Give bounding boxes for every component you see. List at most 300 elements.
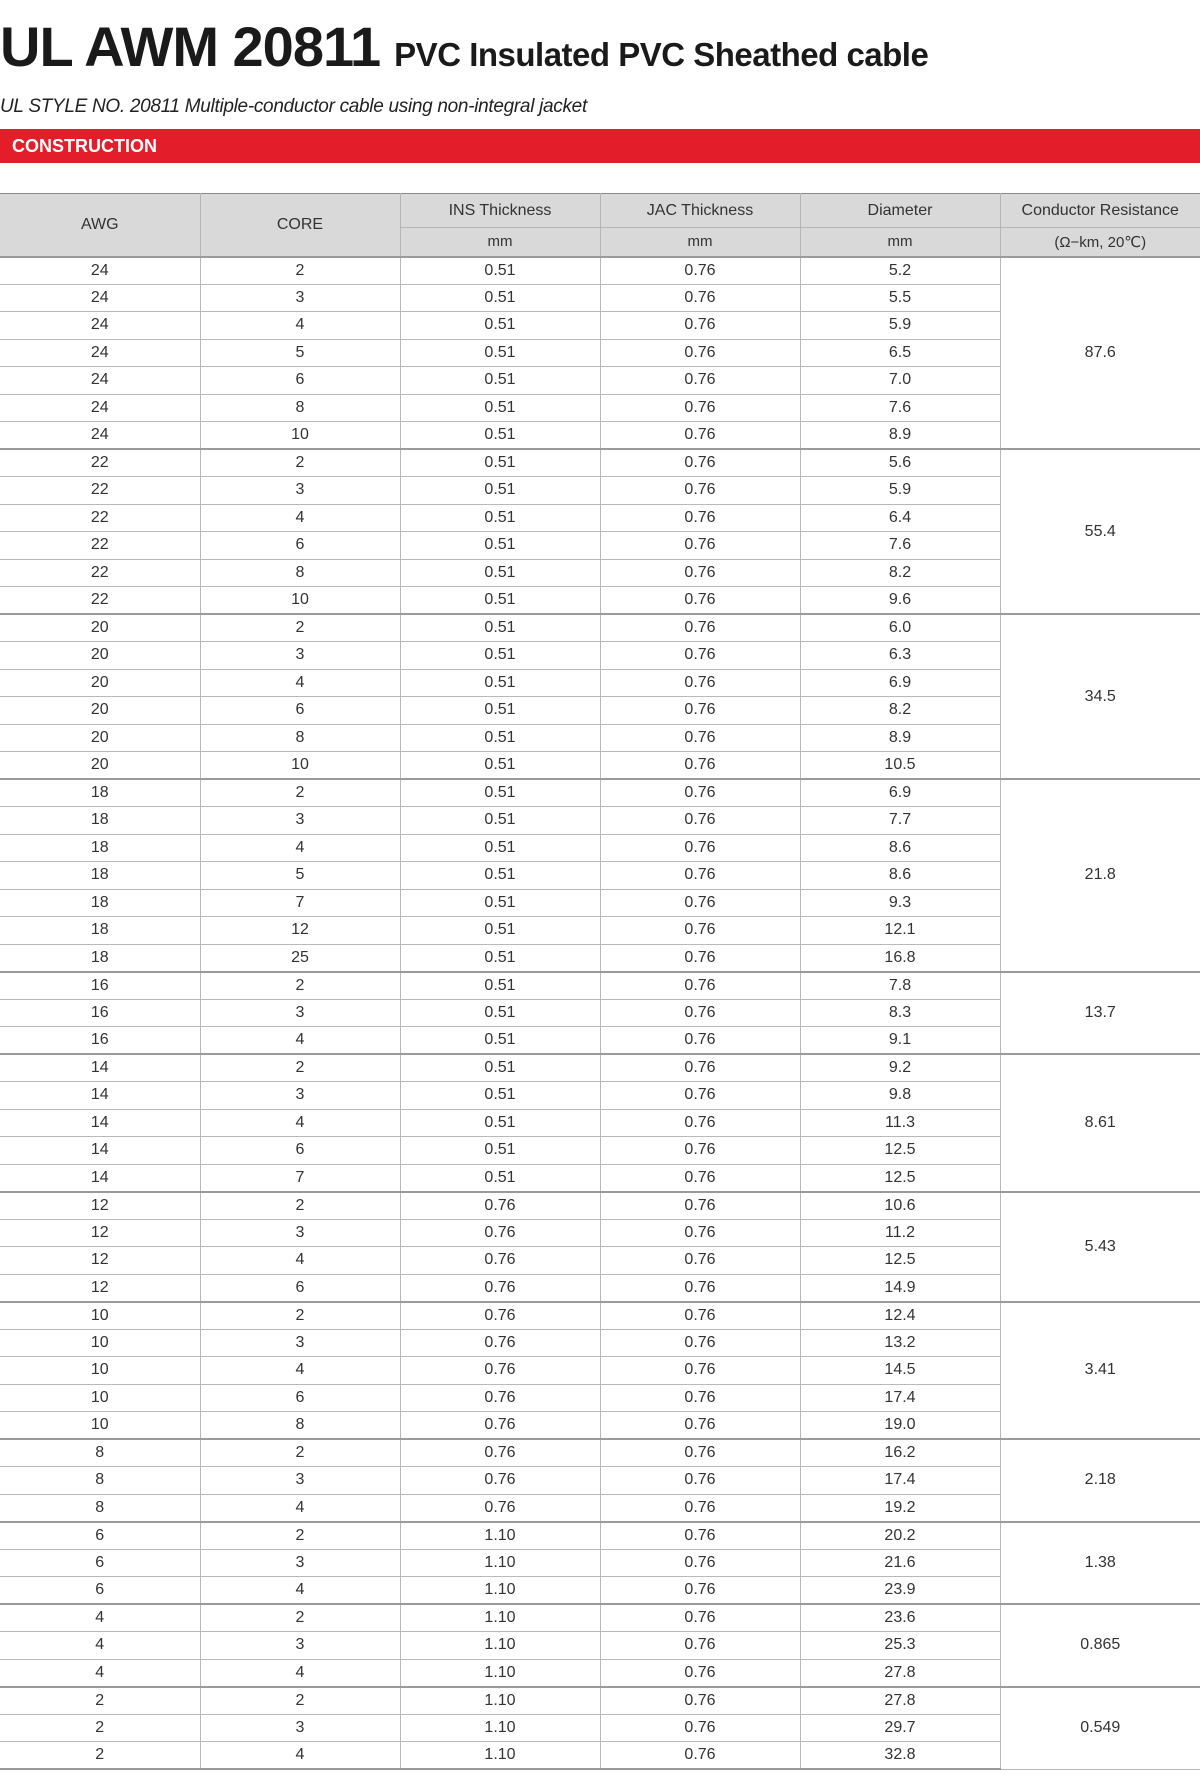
section-header-bar (0, 129, 1200, 163)
diameter-cell: 8.9 (800, 724, 1000, 752)
diameter-cell: 9.2 (800, 1054, 1000, 1082)
awg-cell: 22 (0, 504, 200, 532)
core-cell: 4 (200, 1494, 400, 1522)
core-cell: 4 (200, 669, 400, 697)
jac-thickness-cell: 0.76 (600, 669, 800, 697)
core-cell: 2 (200, 449, 400, 477)
awg-cell: 10 (0, 1357, 200, 1385)
core-cell: 6 (200, 367, 400, 395)
jac-thickness-cell: 0.76 (600, 944, 800, 972)
ins-thickness-cell: 0.51 (400, 1109, 600, 1137)
table-row (0, 1604, 1200, 1632)
title-row (0, 14, 928, 84)
core-cell: 4 (200, 1742, 400, 1770)
awg-cell: 18 (0, 807, 200, 835)
ins-thickness-cell: 0.51 (400, 477, 600, 505)
awg-cell: 24 (0, 422, 200, 450)
diameter-cell: 10.5 (800, 752, 1000, 780)
ins-thickness-cell: 0.76 (400, 1384, 600, 1412)
diameter-cell: 29.7 (800, 1714, 1000, 1742)
jac-thickness-cell: 0.76 (600, 1274, 800, 1302)
ins-thickness-cell: 0.51 (400, 752, 600, 780)
col-header-ins-thickness: INS Thickness (400, 194, 600, 228)
awg-cell: 20 (0, 752, 200, 780)
diameter-cell: 23.9 (800, 1577, 1000, 1605)
conductor-resistance-cell: 8.61 (1000, 1054, 1200, 1192)
conductor-resistance-cell: 1.38 (1000, 1522, 1200, 1605)
diameter-cell: 8.6 (800, 862, 1000, 890)
core-cell: 3 (200, 1219, 400, 1247)
table-row (0, 449, 1200, 477)
ins-thickness-cell: 0.76 (400, 1219, 600, 1247)
ins-thickness-cell: 0.51 (400, 779, 600, 807)
diameter-cell: 27.8 (800, 1659, 1000, 1687)
awg-cell: 12 (0, 1192, 200, 1220)
core-cell: 2 (200, 1302, 400, 1330)
awg-cell: 22 (0, 477, 200, 505)
diameter-cell: 12.1 (800, 917, 1000, 945)
awg-cell: 10 (0, 1412, 200, 1440)
diameter-cell: 6.3 (800, 642, 1000, 670)
ins-thickness-cell: 0.51 (400, 862, 600, 890)
core-cell: 4 (200, 1027, 400, 1055)
jac-thickness-cell: 0.76 (600, 1164, 800, 1192)
core-cell: 3 (200, 1467, 400, 1495)
ins-thickness-cell: 1.10 (400, 1714, 600, 1742)
diameter-cell: 25.3 (800, 1632, 1000, 1660)
ins-thickness-cell: 0.51 (400, 257, 600, 285)
awg-cell: 18 (0, 834, 200, 862)
jac-thickness-cell: 0.76 (600, 972, 800, 1000)
ins-thickness-cell: 0.76 (400, 1467, 600, 1495)
awg-cell: 22 (0, 559, 200, 587)
diameter-cell: 12.5 (800, 1137, 1000, 1165)
awg-cell: 18 (0, 944, 200, 972)
core-cell: 2 (200, 1604, 400, 1632)
diameter-cell: 11.2 (800, 1219, 1000, 1247)
jac-thickness-cell: 0.76 (600, 504, 800, 532)
jac-thickness-cell: 0.76 (600, 1412, 800, 1440)
conductor-resistance-cell: 13.7 (1000, 972, 1200, 1055)
awg-cell: 18 (0, 889, 200, 917)
ins-thickness-cell: 0.51 (400, 532, 600, 560)
awg-cell: 8 (0, 1467, 200, 1495)
table-row (0, 1687, 1200, 1715)
ins-thickness-cell: 0.51 (400, 339, 600, 367)
ins-thickness-cell: 0.51 (400, 587, 600, 615)
awg-cell: 2 (0, 1687, 200, 1715)
jac-thickness-cell: 0.76 (600, 1329, 800, 1357)
core-cell: 3 (200, 1714, 400, 1742)
awg-cell: 4 (0, 1659, 200, 1687)
diameter-cell: 27.8 (800, 1687, 1000, 1715)
ins-thickness-cell: 0.51 (400, 889, 600, 917)
jac-thickness-cell: 0.76 (600, 1219, 800, 1247)
conductor-resistance-cell: 34.5 (1000, 614, 1200, 779)
core-cell: 4 (200, 1577, 400, 1605)
core-cell: 2 (200, 257, 400, 285)
diameter-cell: 9.6 (800, 587, 1000, 615)
conductor-resistance-cell: 0.865 (1000, 1604, 1200, 1687)
ins-thickness-cell: 1.10 (400, 1549, 600, 1577)
diameter-cell: 6.4 (800, 504, 1000, 532)
jac-thickness-cell: 0.76 (600, 752, 800, 780)
jac-thickness-cell: 0.76 (600, 697, 800, 725)
core-cell: 3 (200, 1632, 400, 1660)
core-cell: 12 (200, 917, 400, 945)
ins-thickness-cell: 0.51 (400, 449, 600, 477)
core-cell: 3 (200, 642, 400, 670)
awg-cell: 4 (0, 1604, 200, 1632)
awg-cell: 10 (0, 1302, 200, 1330)
construction-table (0, 193, 1200, 1770)
jac-thickness-cell: 0.76 (600, 1192, 800, 1220)
conductor-resistance-cell: 5.43 (1000, 1192, 1200, 1302)
diameter-cell: 8.6 (800, 834, 1000, 862)
ins-thickness-cell: 0.51 (400, 944, 600, 972)
core-cell: 2 (200, 1192, 400, 1220)
core-cell: 3 (200, 1329, 400, 1357)
jac-thickness-cell: 0.76 (600, 1384, 800, 1412)
diameter-cell: 7.6 (800, 532, 1000, 560)
awg-cell: 24 (0, 339, 200, 367)
ins-thickness-cell: 0.76 (400, 1439, 600, 1467)
jac-thickness-cell: 0.76 (600, 834, 800, 862)
diameter-cell: 23.6 (800, 1604, 1000, 1632)
awg-cell: 12 (0, 1274, 200, 1302)
core-cell: 2 (200, 779, 400, 807)
core-cell: 6 (200, 697, 400, 725)
jac-thickness-cell: 0.76 (600, 999, 800, 1027)
jac-thickness-cell: 0.76 (600, 1659, 800, 1687)
diameter-cell: 5.2 (800, 257, 1000, 285)
awg-cell: 24 (0, 257, 200, 285)
jac-thickness-cell: 0.76 (600, 1494, 800, 1522)
ins-thickness-cell: 0.51 (400, 312, 600, 340)
col-header-diameter: Diameter (800, 194, 1000, 228)
awg-cell: 6 (0, 1522, 200, 1550)
jac-thickness-cell: 0.76 (600, 449, 800, 477)
awg-cell: 14 (0, 1109, 200, 1137)
ins-thickness-cell: 1.10 (400, 1632, 600, 1660)
diameter-cell: 8.2 (800, 697, 1000, 725)
diameter-cell: 16.8 (800, 944, 1000, 972)
ins-thickness-cell: 1.10 (400, 1604, 600, 1632)
core-cell: 6 (200, 1274, 400, 1302)
diameter-cell: 19.0 (800, 1412, 1000, 1440)
core-cell: 5 (200, 339, 400, 367)
core-cell: 3 (200, 477, 400, 505)
awg-cell: 12 (0, 1219, 200, 1247)
awg-cell: 20 (0, 642, 200, 670)
jac-thickness-cell: 0.76 (600, 1439, 800, 1467)
diameter-cell: 12.4 (800, 1302, 1000, 1330)
jac-thickness-cell: 0.76 (600, 1247, 800, 1275)
diameter-cell: 9.3 (800, 889, 1000, 917)
table-body (0, 257, 1200, 1770)
jac-thickness-cell: 0.76 (600, 1742, 800, 1770)
jac-thickness-cell: 0.76 (600, 889, 800, 917)
diameter-cell: 17.4 (800, 1384, 1000, 1412)
conductor-resistance-cell: 55.4 (1000, 449, 1200, 614)
jac-thickness-cell: 0.76 (600, 559, 800, 587)
ins-thickness-cell: 0.76 (400, 1329, 600, 1357)
jac-thickness-cell: 0.76 (600, 422, 800, 450)
ins-thickness-cell: 0.51 (400, 559, 600, 587)
jac-thickness-cell: 0.76 (600, 257, 800, 285)
awg-cell: 22 (0, 587, 200, 615)
core-cell: 10 (200, 587, 400, 615)
ins-thickness-cell: 0.51 (400, 724, 600, 752)
core-cell: 3 (200, 807, 400, 835)
ins-thickness-cell: 0.51 (400, 367, 600, 395)
diameter-cell: 13.2 (800, 1329, 1000, 1357)
diameter-cell: 14.9 (800, 1274, 1000, 1302)
page-subtitle: PVC Insulated PVC Sheathed cable (394, 36, 929, 73)
awg-cell: 24 (0, 367, 200, 395)
table-row (0, 614, 1200, 642)
page-title: UL AWM 20811 (0, 15, 381, 78)
ins-thickness-cell: 0.76 (400, 1192, 600, 1220)
core-cell: 4 (200, 1247, 400, 1275)
table-header (0, 194, 1200, 257)
core-cell: 7 (200, 1164, 400, 1192)
conductor-resistance-cell: 0.549 (1000, 1687, 1200, 1770)
table-row (0, 1192, 1200, 1220)
jac-thickness-cell: 0.76 (600, 1714, 800, 1742)
core-cell: 8 (200, 394, 400, 422)
awg-cell: 22 (0, 532, 200, 560)
diameter-cell: 11.3 (800, 1109, 1000, 1137)
core-cell: 7 (200, 889, 400, 917)
core-cell: 8 (200, 724, 400, 752)
diameter-cell: 6.9 (800, 779, 1000, 807)
core-cell: 2 (200, 1439, 400, 1467)
jac-thickness-cell: 0.76 (600, 1577, 800, 1605)
awg-cell: 14 (0, 1164, 200, 1192)
ins-thickness-cell: 0.51 (400, 1027, 600, 1055)
section-label: CONSTRUCTION (12, 136, 157, 156)
unit-ins-thickness: mm (400, 228, 600, 257)
core-cell: 4 (200, 504, 400, 532)
jac-thickness-cell: 0.76 (600, 807, 800, 835)
awg-cell: 16 (0, 1027, 200, 1055)
awg-cell: 20 (0, 614, 200, 642)
unit-jac-thickness: mm (600, 228, 800, 257)
awg-cell: 8 (0, 1494, 200, 1522)
ins-thickness-cell: 0.51 (400, 807, 600, 835)
core-cell: 2 (200, 1054, 400, 1082)
awg-cell: 14 (0, 1082, 200, 1110)
jac-thickness-cell: 0.76 (600, 587, 800, 615)
awg-cell: 18 (0, 779, 200, 807)
jac-thickness-cell: 0.76 (600, 339, 800, 367)
table-row (0, 1439, 1200, 1467)
core-cell: 4 (200, 1357, 400, 1385)
jac-thickness-cell: 0.76 (600, 1082, 800, 1110)
col-header-awg: AWG (0, 194, 200, 257)
jac-thickness-cell: 0.76 (600, 1467, 800, 1495)
col-header-core: CORE (200, 194, 400, 257)
core-cell: 4 (200, 834, 400, 862)
ins-thickness-cell: 0.76 (400, 1357, 600, 1385)
awg-cell: 2 (0, 1742, 200, 1770)
awg-cell: 6 (0, 1577, 200, 1605)
core-cell: 3 (200, 284, 400, 312)
core-cell: 10 (200, 422, 400, 450)
core-cell: 3 (200, 1082, 400, 1110)
ins-thickness-cell: 1.10 (400, 1659, 600, 1687)
awg-cell: 16 (0, 999, 200, 1027)
ins-thickness-cell: 0.51 (400, 1164, 600, 1192)
awg-cell: 20 (0, 697, 200, 725)
core-cell: 2 (200, 1687, 400, 1715)
diameter-cell: 7.7 (800, 807, 1000, 835)
diameter-cell: 5.9 (800, 312, 1000, 340)
diameter-cell: 32.8 (800, 1742, 1000, 1770)
diameter-cell: 9.8 (800, 1082, 1000, 1110)
jac-thickness-cell: 0.76 (600, 1549, 800, 1577)
unit-diameter: mm (800, 228, 1000, 257)
diameter-cell: 20.2 (800, 1522, 1000, 1550)
jac-thickness-cell: 0.76 (600, 724, 800, 752)
ins-thickness-cell: 0.51 (400, 1137, 600, 1165)
core-cell: 4 (200, 1109, 400, 1137)
ins-thickness-cell: 1.10 (400, 1522, 600, 1550)
jac-thickness-cell: 0.76 (600, 642, 800, 670)
diameter-cell: 8.9 (800, 422, 1000, 450)
jac-thickness-cell: 0.76 (600, 917, 800, 945)
ins-thickness-cell: 0.76 (400, 1494, 600, 1522)
jac-thickness-cell: 0.76 (600, 1302, 800, 1330)
ins-thickness-cell: 0.51 (400, 917, 600, 945)
jac-thickness-cell: 0.76 (600, 394, 800, 422)
core-cell: 2 (200, 614, 400, 642)
diameter-cell: 7.8 (800, 972, 1000, 1000)
diameter-cell: 7.0 (800, 367, 1000, 395)
awg-cell: 24 (0, 394, 200, 422)
diameter-cell: 12.5 (800, 1247, 1000, 1275)
ins-thickness-cell: 0.51 (400, 642, 600, 670)
diameter-cell: 9.1 (800, 1027, 1000, 1055)
jac-thickness-cell: 0.76 (600, 1027, 800, 1055)
diameter-cell: 5.5 (800, 284, 1000, 312)
ins-thickness-cell: 0.76 (400, 1302, 600, 1330)
conductor-resistance-cell: 2.18 (1000, 1439, 1200, 1522)
core-cell: 6 (200, 1137, 400, 1165)
awg-cell: 18 (0, 862, 200, 890)
jac-thickness-cell: 0.76 (600, 1137, 800, 1165)
ins-thickness-cell: 0.76 (400, 1247, 600, 1275)
jac-thickness-cell: 0.76 (600, 1054, 800, 1082)
diameter-cell: 8.2 (800, 559, 1000, 587)
ins-thickness-cell: 1.10 (400, 1687, 600, 1715)
core-cell: 4 (200, 312, 400, 340)
ins-thickness-cell: 0.51 (400, 284, 600, 312)
core-cell: 3 (200, 1549, 400, 1577)
diameter-cell: 6.5 (800, 339, 1000, 367)
awg-cell: 22 (0, 449, 200, 477)
jac-thickness-cell: 0.76 (600, 1357, 800, 1385)
ins-thickness-cell: 0.51 (400, 999, 600, 1027)
awg-cell: 8 (0, 1439, 200, 1467)
ins-thickness-cell: 0.51 (400, 834, 600, 862)
awg-cell: 24 (0, 312, 200, 340)
ins-thickness-cell: 0.51 (400, 669, 600, 697)
core-cell: 8 (200, 1412, 400, 1440)
table-row (0, 1302, 1200, 1330)
diameter-cell: 17.4 (800, 1467, 1000, 1495)
jac-thickness-cell: 0.76 (600, 477, 800, 505)
diameter-cell: 7.6 (800, 394, 1000, 422)
diameter-cell: 19.2 (800, 1494, 1000, 1522)
jac-thickness-cell: 0.76 (600, 312, 800, 340)
ins-thickness-cell: 0.51 (400, 614, 600, 642)
ins-thickness-cell: 1.10 (400, 1742, 600, 1770)
table-row (0, 972, 1200, 1000)
construction-table-wrapper (0, 193, 1200, 1770)
diameter-cell: 21.6 (800, 1549, 1000, 1577)
jac-thickness-cell: 0.76 (600, 1604, 800, 1632)
jac-thickness-cell: 0.76 (600, 532, 800, 560)
core-cell: 8 (200, 559, 400, 587)
awg-cell: 14 (0, 1137, 200, 1165)
table-row (0, 1522, 1200, 1550)
conductor-resistance-cell: 87.6 (1000, 257, 1200, 450)
conductor-resistance-cell: 21.8 (1000, 779, 1200, 972)
awg-cell: 10 (0, 1384, 200, 1412)
diameter-cell: 12.5 (800, 1164, 1000, 1192)
col-header-jac-thickness: JAC Thickness (600, 194, 800, 228)
awg-cell: 20 (0, 724, 200, 752)
ins-thickness-cell: 0.51 (400, 504, 600, 532)
jac-thickness-cell: 0.76 (600, 779, 800, 807)
ins-thickness-cell: 0.51 (400, 422, 600, 450)
jac-thickness-cell: 0.76 (600, 1109, 800, 1137)
awg-cell: 14 (0, 1054, 200, 1082)
awg-cell: 10 (0, 1329, 200, 1357)
diameter-cell: 6.9 (800, 669, 1000, 697)
awg-cell: 20 (0, 669, 200, 697)
awg-cell: 6 (0, 1549, 200, 1577)
core-cell: 4 (200, 1659, 400, 1687)
jac-thickness-cell: 0.76 (600, 1632, 800, 1660)
jac-thickness-cell: 0.76 (600, 862, 800, 890)
diameter-cell: 14.5 (800, 1357, 1000, 1385)
ins-thickness-cell: 0.76 (400, 1412, 600, 1440)
table-row (0, 779, 1200, 807)
core-cell: 10 (200, 752, 400, 780)
jac-thickness-cell: 0.76 (600, 367, 800, 395)
diameter-cell: 10.6 (800, 1192, 1000, 1220)
diameter-cell: 8.3 (800, 999, 1000, 1027)
ins-thickness-cell: 0.51 (400, 972, 600, 1000)
awg-cell: 16 (0, 972, 200, 1000)
core-cell: 5 (200, 862, 400, 890)
ins-thickness-cell: 1.10 (400, 1577, 600, 1605)
diameter-cell: 5.9 (800, 477, 1000, 505)
col-header-conductor-resistance: Conductor Resistance (1000, 194, 1200, 228)
jac-thickness-cell: 0.76 (600, 614, 800, 642)
core-cell: 6 (200, 1384, 400, 1412)
ins-thickness-cell: 0.51 (400, 1082, 600, 1110)
style-description: UL STYLE NO. 20811 Multiple-conductor cable using non-integral jacket (0, 96, 587, 117)
conductor-resistance-cell: 3.41 (1000, 1302, 1200, 1440)
diameter-cell: 16.2 (800, 1439, 1000, 1467)
jac-thickness-cell: 0.76 (600, 1522, 800, 1550)
awg-cell: 18 (0, 917, 200, 945)
awg-cell: 2 (0, 1714, 200, 1742)
